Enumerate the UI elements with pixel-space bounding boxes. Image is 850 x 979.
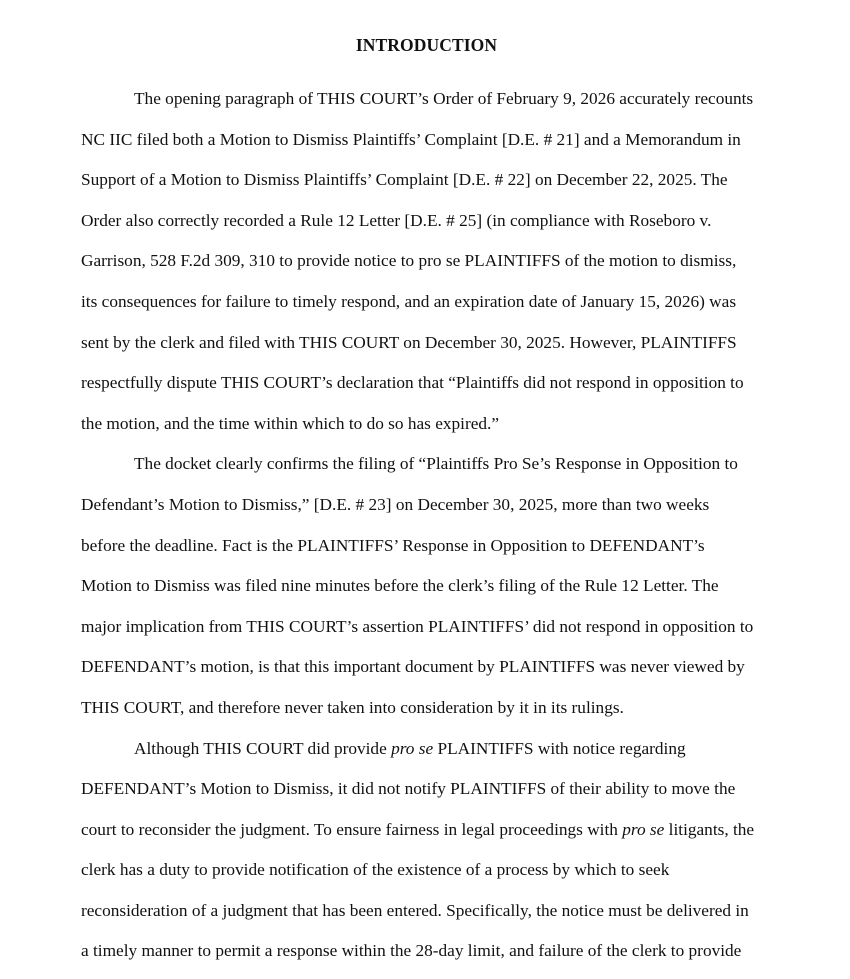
text-run: Support of a Motion to Dismiss Plaintiffs’ Complaint [D.E. # 22] on December 22, 2025. The	[81, 170, 728, 189]
text-line	[81, 289, 781, 330]
text-run: respectfully dispute THIS COURT’s declaration that “Plaintiffs did not respond in opposition to	[81, 373, 744, 392]
text-run: clerk has a duty to provide notification of the existence of a process by which to seek	[81, 860, 669, 879]
text-run: Garrison, 528 F.2d 309, 310 to provide notice to pro se PLAINTIFFS of the motion to dismiss,	[81, 251, 736, 270]
text-line	[81, 736, 781, 777]
text-line	[81, 127, 781, 168]
text-line	[81, 370, 781, 411]
text-line	[81, 492, 781, 533]
text-line	[81, 208, 781, 249]
text-run: DEFENDANT’s motion, is that this important document by PLAINTIFFS was never viewed by	[81, 657, 745, 676]
text-run: litigants, the	[664, 820, 754, 839]
text-run: PLAINTIFFS with notice regarding	[433, 739, 685, 758]
text-line	[81, 695, 781, 736]
paragraph-2	[81, 451, 781, 735]
text-line	[81, 248, 781, 289]
text-run: the motion, and the time within which to do so has expired.”	[81, 414, 499, 433]
text-run: The docket clearly confirms the filing of “Plaintiffs Pro Se’s Response in Opposition to	[134, 454, 738, 473]
text-line	[81, 614, 781, 655]
text-line	[81, 654, 781, 695]
text-line	[81, 898, 781, 939]
text-line	[81, 776, 781, 817]
text-run: THIS COURT, and therefore never taken into consideration by it in its rulings.	[81, 698, 624, 717]
text-line	[81, 451, 781, 492]
text-run: court to reconsider the judgment. To ensure fairness in legal proceedings with	[81, 820, 622, 839]
text-line	[81, 938, 781, 979]
text-line	[81, 817, 781, 858]
text-run: reconsideration of a judgment that has been entered. Specifically, the notice must be delivered in	[81, 901, 749, 920]
text-run: Motion to Dismiss was filed nine minutes before the clerk’s filing of the Rule 12 Letter. The	[81, 576, 719, 595]
text-run: NC IIC filed both a Motion to Dismiss Plaintiffs’ Complaint [D.E. # 21] and a Memorandum in	[81, 130, 741, 149]
text-run: major implication from THIS COURT’s assertion PLAINTIFFS’ did not respond in opposition to	[81, 617, 753, 636]
text-run: Defendant’s Motion to Dismiss,” [D.E. # 23] on December 30, 2025, more than two weeks	[81, 495, 709, 514]
italic-text: pro se	[391, 739, 433, 758]
text-run: The opening paragraph of THIS COURT’s Order of February 9, 2026 accurately recounts	[134, 89, 753, 108]
text-line	[81, 167, 781, 208]
text-run: its consequences for failure to timely respond, and an expiration date of January 15, 2026) was	[81, 292, 736, 311]
text-run: DEFENDANT’s Motion to Dismiss, it did not notify PLAINTIFFS of their ability to move the	[81, 779, 735, 798]
text-line	[81, 330, 781, 371]
paragraph-1	[81, 86, 781, 451]
text-line	[81, 411, 781, 452]
text-line	[81, 86, 781, 127]
text-run: a timely manner to permit a response within the 28-day limit, and failure of the clerk to provide	[81, 941, 741, 960]
text-line	[81, 533, 781, 574]
text-line	[81, 573, 781, 614]
section-heading: INTRODUCTION	[0, 33, 850, 57]
paragraph-3	[81, 736, 781, 979]
text-line	[81, 857, 781, 898]
italic-text: pro se	[622, 820, 664, 839]
text-run: before the deadline. Fact is the PLAINTIFFS’ Response in Opposition to DEFENDANT’s	[81, 536, 705, 555]
text-run: sent by the clerk and filed with THIS COURT on December 30, 2025. However, PLAINTIFFS	[81, 333, 737, 352]
text-run: Order also correctly recorded a Rule 12 Letter [D.E. # 25] (in compliance with Roseboro v.	[81, 211, 711, 230]
text-run: Although THIS COURT did provide	[134, 739, 391, 758]
document-body	[81, 86, 781, 979]
